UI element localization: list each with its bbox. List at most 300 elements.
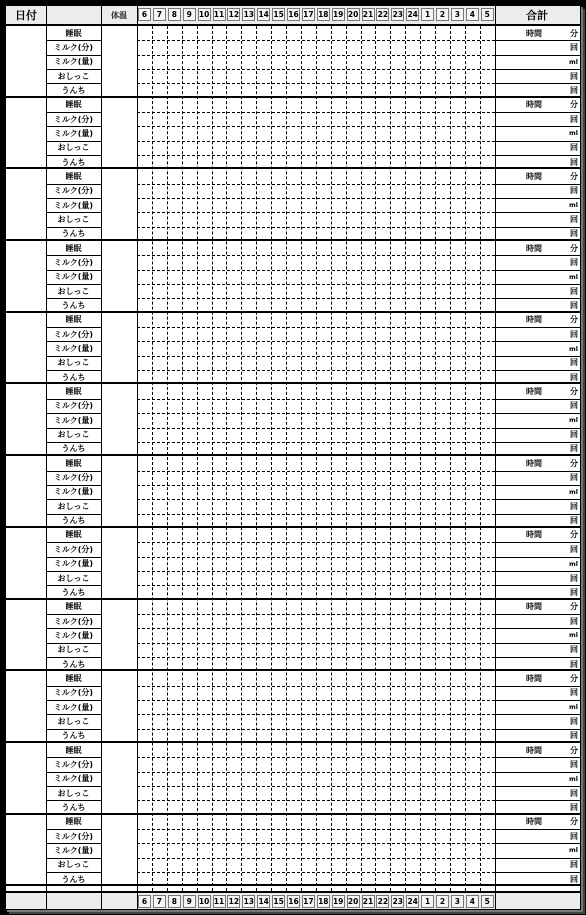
hour-divider: [241, 26, 242, 891]
row-unit: 回: [570, 659, 578, 669]
log-row-milk-amount: [6, 341, 580, 355]
row-label: ミルク(量): [53, 845, 94, 855]
hour-divider: [256, 26, 257, 891]
row-separator: [46, 184, 101, 185]
log-row-milk-minutes: [6, 184, 580, 198]
hour-footer-24: 24: [407, 897, 418, 906]
total-cell[interactable]: [496, 456, 580, 470]
row-separator: [496, 184, 580, 185]
hour-footer-20: 20: [347, 897, 359, 906]
row-separator: [46, 571, 101, 572]
total-cell[interactable]: [496, 341, 580, 355]
row-unit: 回: [570, 301, 578, 311]
row-separator: [496, 571, 580, 572]
row-unit: ml: [568, 272, 578, 281]
total-cell[interactable]: [496, 686, 580, 700]
temperature-header: 体温: [111, 10, 127, 20]
hour-header-7: 7: [153, 8, 166, 21]
row-separator: [496, 212, 580, 213]
row-label: うんち: [61, 516, 86, 526]
total-cell[interactable]: [496, 614, 580, 628]
row-separator: [496, 413, 580, 414]
row-label: ミルク(分): [53, 258, 94, 268]
row-unit: 回: [570, 544, 578, 554]
row-separator: [496, 542, 580, 543]
hour-divider: [167, 26, 168, 891]
day-block: [6, 743, 580, 815]
row-label: おしっこ: [57, 286, 90, 296]
total-cell[interactable]: [496, 600, 580, 614]
total-cell[interactable]: [496, 26, 580, 40]
row-unit: 回: [570, 716, 578, 726]
hour-divider: [361, 26, 362, 891]
row-unit-hours: 時間: [526, 602, 542, 612]
log-row-milk-minutes: [6, 40, 580, 54]
total-cell[interactable]: [496, 55, 580, 69]
log-row-milk-minutes: [6, 327, 580, 341]
total-cell[interactable]: [496, 169, 580, 183]
hour-divider: [331, 26, 332, 891]
total-cell[interactable]: [496, 829, 580, 843]
row-separator: [46, 112, 101, 113]
row-unit-hours: 時間: [526, 387, 542, 397]
row-unit: 分: [570, 530, 578, 540]
total-cell[interactable]: [496, 241, 580, 255]
row-separator: [46, 657, 101, 658]
day-block: [6, 815, 580, 887]
row-unit-hours: 時間: [526, 171, 542, 181]
total-cell[interactable]: [496, 227, 580, 241]
log-row-pee: [6, 786, 580, 800]
hour-header-12: 12: [228, 10, 240, 19]
row-unit: 分: [570, 28, 578, 38]
row-unit-hours: 時間: [526, 817, 542, 827]
row-unit: ml: [568, 774, 578, 783]
row-label: ミルク(分): [53, 329, 94, 339]
hour-divider: [226, 26, 227, 891]
row-separator: [46, 757, 101, 758]
hour-header-24: 24: [407, 10, 418, 19]
row-unit: 回: [570, 645, 578, 655]
row-unit: 回: [570, 788, 578, 798]
row-unit: 回: [570, 430, 578, 440]
row-unit: 回: [570, 688, 578, 698]
row-separator: [496, 327, 580, 328]
hour-header-19: 19: [332, 10, 344, 19]
log-row-pee: [6, 571, 580, 585]
log-row-poop: [6, 298, 580, 312]
hour-footer-17: 17: [303, 897, 314, 906]
log-row-milk-amount: [6, 485, 580, 499]
row-separator: [496, 657, 580, 658]
log-row-poop: [6, 585, 580, 599]
total-cell[interactable]: [496, 872, 580, 886]
row-unit: 回: [570, 85, 578, 95]
total-cell[interactable]: [496, 83, 580, 97]
row-separator: [46, 227, 101, 228]
hour-footer-10: 10: [198, 897, 210, 906]
row-separator: [46, 126, 101, 127]
log-row-milk-minutes: [6, 112, 580, 126]
row-separator: [496, 700, 580, 701]
hour-header-9: 9: [183, 8, 196, 21]
date-header: 日付: [15, 9, 37, 22]
row-unit: 分: [570, 458, 578, 468]
row-label: ミルク(分): [53, 616, 94, 626]
total-cell[interactable]: [496, 255, 580, 269]
row-separator: [46, 55, 101, 56]
total-cell[interactable]: [496, 743, 580, 757]
row-unit-hours: 時間: [526, 458, 542, 468]
hour-divider: [450, 26, 451, 891]
row-unit: 分: [570, 100, 578, 110]
total-cell[interactable]: [496, 155, 580, 169]
total-cell[interactable]: [496, 843, 580, 857]
day-block: [6, 98, 580, 170]
total-cell[interactable]: [496, 514, 580, 528]
row-separator: [46, 356, 101, 357]
total-cell[interactable]: [496, 815, 580, 829]
row-unit: ml: [568, 57, 578, 66]
row-separator: [46, 141, 101, 142]
row-label: ミルク(量): [53, 57, 94, 67]
hour-footer-13: 13: [243, 897, 255, 906]
log-row-sleep: [6, 98, 580, 112]
row-unit: 分: [570, 243, 578, 253]
row-label: おしっこ: [57, 71, 90, 81]
day-block: [6, 26, 580, 98]
hour-footer-12: 12: [228, 897, 240, 906]
total-cell[interactable]: [496, 800, 580, 814]
log-row-milk-amount: [6, 557, 580, 571]
row-unit: 回: [570, 215, 578, 224]
row-unit: 回: [570, 157, 578, 167]
log-row-sleep: [6, 385, 580, 399]
log-row-pee: [6, 643, 580, 657]
row-separator: [46, 298, 101, 299]
row-separator: [46, 428, 101, 429]
row-unit-hours: 時間: [526, 530, 542, 540]
total-cell[interactable]: [496, 643, 580, 657]
hour-divider: [271, 26, 272, 891]
row-separator: [496, 514, 580, 515]
log-row-pee: [6, 212, 580, 226]
hour-divider: [420, 26, 421, 891]
row-separator: [46, 729, 101, 730]
hour-footer-15: 15: [273, 897, 284, 906]
total-cell[interactable]: [496, 112, 580, 126]
total-cell[interactable]: [496, 571, 580, 585]
row-unit: 回: [570, 731, 578, 741]
row-label: 睡眠: [65, 745, 82, 755]
hour-divider: [375, 26, 376, 891]
total-cell[interactable]: [496, 671, 580, 685]
row-unit: 回: [570, 143, 578, 153]
row-separator: [496, 686, 580, 687]
log-row-pee: [6, 714, 580, 728]
hour-header-21: 21: [362, 10, 374, 19]
row-separator: [46, 198, 101, 199]
day-block: [6, 671, 580, 743]
log-row-pee: [6, 428, 580, 442]
log-row-milk-minutes: [6, 542, 580, 556]
total-cell[interactable]: [496, 356, 580, 370]
row-label: 睡眠: [65, 458, 82, 468]
total-cell[interactable]: [496, 757, 580, 771]
row-separator: [496, 643, 580, 644]
row-unit-hours: 時間: [526, 100, 542, 110]
hour-divider: [301, 26, 302, 891]
row-separator: [496, 499, 580, 500]
hour-footer-7: 7: [153, 895, 166, 908]
row-unit: 分: [570, 673, 578, 683]
row-unit: 回: [570, 473, 578, 483]
total-cell[interactable]: [496, 442, 580, 456]
row-separator: [46, 471, 101, 472]
row-unit-hours: 時間: [526, 315, 542, 325]
total-cell[interactable]: [496, 141, 580, 155]
row-separator: [46, 772, 101, 773]
hour-header-2: 2: [436, 8, 449, 21]
row-unit: 回: [570, 444, 578, 454]
row-label: 睡眠: [65, 817, 82, 827]
row-label: ミルク(量): [53, 128, 94, 138]
row-unit: ml: [568, 846, 578, 855]
row-label: ミルク(分): [53, 688, 94, 698]
row-label: 睡眠: [65, 28, 82, 38]
total-cell[interactable]: [496, 729, 580, 743]
row-label: 睡眠: [65, 171, 82, 181]
total-cell[interactable]: [496, 98, 580, 112]
row-label: ミルク(量): [53, 272, 94, 282]
log-row-sleep: [6, 313, 580, 327]
row-separator: [46, 341, 101, 342]
log-row-milk-minutes: [6, 757, 580, 771]
row-label: ミルク(量): [53, 702, 94, 712]
total-cell[interactable]: [496, 786, 580, 800]
log-row-poop: [6, 227, 580, 241]
total-cell[interactable]: [496, 772, 580, 786]
day-block: [6, 385, 580, 457]
row-label: 睡眠: [65, 387, 82, 397]
total-cell[interactable]: [496, 126, 580, 140]
total-cell[interactable]: [496, 557, 580, 571]
total-cell[interactable]: [496, 628, 580, 642]
row-label: 睡眠: [65, 100, 82, 110]
total-cell[interactable]: [496, 485, 580, 499]
row-separator: [496, 614, 580, 615]
log-row-poop: [6, 729, 580, 743]
total-cell[interactable]: [496, 657, 580, 671]
row-unit: 回: [570, 573, 578, 583]
row-separator: [46, 686, 101, 687]
row-separator: [46, 270, 101, 271]
row-separator: [496, 399, 580, 400]
log-row-milk-amount: [6, 772, 580, 786]
row-separator: [496, 55, 580, 56]
row-unit: 回: [570, 229, 578, 239]
hour-footer-11: 11: [213, 897, 225, 906]
hour-footer-4: 4: [466, 895, 479, 908]
row-separator: [46, 700, 101, 701]
total-cell[interactable]: [496, 471, 580, 485]
row-unit: 回: [570, 587, 578, 597]
total-cell[interactable]: [496, 270, 580, 284]
hour-divider: [152, 26, 153, 891]
log-row-milk-minutes: [6, 614, 580, 628]
row-label: うんち: [61, 157, 86, 167]
row-separator: [46, 155, 101, 156]
row-unit: 分: [570, 171, 578, 181]
row-separator: [46, 800, 101, 801]
row-label: ミルク(分): [53, 114, 94, 124]
row-unit: ml: [568, 487, 578, 496]
row-separator: [46, 829, 101, 830]
hour-footer-5: 5: [481, 895, 494, 908]
row-separator: [46, 585, 101, 586]
total-cell[interactable]: [496, 69, 580, 83]
row-unit: 回: [570, 372, 578, 382]
row-unit: 回: [570, 71, 578, 81]
log-row-poop: [6, 155, 580, 169]
log-row-sleep: [6, 743, 580, 757]
total-cell[interactable]: [496, 298, 580, 312]
row-label: おしっこ: [57, 860, 90, 870]
total-cell[interactable]: [496, 428, 580, 442]
total-cell[interactable]: [496, 198, 580, 212]
header-row: [6, 6, 580, 26]
hour-header-20: 20: [347, 10, 359, 19]
row-unit: 回: [570, 516, 578, 526]
total-cell[interactable]: [496, 385, 580, 399]
hour-footer-18: 18: [318, 897, 329, 906]
row-separator: [46, 858, 101, 859]
row-unit: 回: [570, 759, 578, 769]
log-row-pee: [6, 141, 580, 155]
row-label: ミルク(量): [53, 415, 94, 425]
log-row-sleep: [6, 241, 580, 255]
row-separator: [496, 557, 580, 558]
row-unit: 分: [570, 315, 578, 325]
total-cell[interactable]: [496, 399, 580, 413]
row-unit-hours: 時間: [526, 745, 542, 755]
total-cell[interactable]: [496, 212, 580, 226]
row-unit-hours: 時間: [526, 243, 542, 253]
log-row-poop: [6, 370, 580, 384]
row-separator: [46, 255, 101, 256]
row-separator: [496, 628, 580, 629]
row-separator: [496, 485, 580, 486]
total-cell[interactable]: [496, 313, 580, 327]
total-cell[interactable]: [496, 700, 580, 714]
total-cell[interactable]: [496, 327, 580, 341]
row-separator: [496, 40, 580, 41]
row-unit-hours: 時間: [526, 28, 542, 38]
hour-footer-16: 16: [288, 897, 299, 906]
row-separator: [46, 843, 101, 844]
total-header: 合計: [526, 9, 548, 22]
row-separator: [496, 270, 580, 271]
row-label: 睡眠: [65, 315, 82, 325]
row-separator: [46, 614, 101, 615]
row-label: うんち: [61, 659, 86, 669]
total-cell[interactable]: [496, 40, 580, 54]
row-label: おしっこ: [57, 358, 90, 368]
log-row-poop: [6, 657, 580, 671]
hour-header-6: 6: [138, 8, 151, 21]
hour-divider: [405, 26, 406, 891]
hour-divider: [316, 26, 317, 891]
row-label: おしっこ: [57, 501, 90, 511]
row-separator: [496, 757, 580, 758]
row-label: ミルク(分): [53, 401, 94, 411]
total-cell[interactable]: [496, 413, 580, 427]
total-cell[interactable]: [496, 528, 580, 542]
total-cell[interactable]: [496, 284, 580, 298]
total-cell[interactable]: [496, 858, 580, 872]
total-cell[interactable]: [496, 499, 580, 513]
column-border: [495, 6, 496, 909]
total-cell[interactable]: [496, 370, 580, 384]
row-label: うんち: [61, 587, 86, 597]
row-label: 睡眠: [65, 243, 82, 253]
row-label: ミルク(量): [53, 774, 94, 784]
row-label: うんち: [61, 85, 86, 95]
hour-footer-1: 1: [421, 895, 434, 908]
row-unit: 分: [570, 602, 578, 612]
row-separator: [496, 428, 580, 429]
total-cell[interactable]: [496, 714, 580, 728]
row-separator: [496, 585, 580, 586]
row-separator: [496, 141, 580, 142]
day-block: [6, 456, 580, 528]
row-unit: 分: [570, 817, 578, 827]
row-unit: 回: [570, 501, 578, 511]
row-separator: [496, 198, 580, 199]
hour-divider: [435, 26, 436, 891]
hour-header-8: 8: [168, 8, 181, 21]
log-row-pee: [6, 284, 580, 298]
day-block: [6, 528, 580, 600]
row-separator: [496, 772, 580, 773]
hour-footer-22: 22: [377, 897, 389, 906]
log-row-milk-amount: [6, 198, 580, 212]
total-cell[interactable]: [496, 542, 580, 556]
footer-row: [6, 891, 580, 910]
row-separator: [46, 442, 101, 443]
row-unit: 回: [570, 329, 578, 339]
log-row-milk-amount: [6, 628, 580, 642]
log-row-milk-amount: [6, 843, 580, 857]
row-label: ミルク(分): [53, 186, 94, 196]
log-row-milk-amount: [6, 413, 580, 427]
hour-divider: [480, 26, 481, 891]
total-cell[interactable]: [496, 585, 580, 599]
row-separator: [496, 858, 580, 859]
hour-header-4: 4: [466, 8, 479, 21]
row-unit: ml: [568, 201, 578, 210]
row-separator: [46, 69, 101, 70]
row-separator: [46, 485, 101, 486]
row-separator: [496, 786, 580, 787]
day-block: [6, 241, 580, 313]
hour-divider: [465, 26, 466, 891]
hour-divider: [212, 26, 213, 891]
hour-footer-2: 2: [436, 895, 449, 908]
log-row-milk-minutes: [6, 255, 580, 269]
row-unit: 回: [570, 860, 578, 870]
total-cell[interactable]: [496, 184, 580, 198]
